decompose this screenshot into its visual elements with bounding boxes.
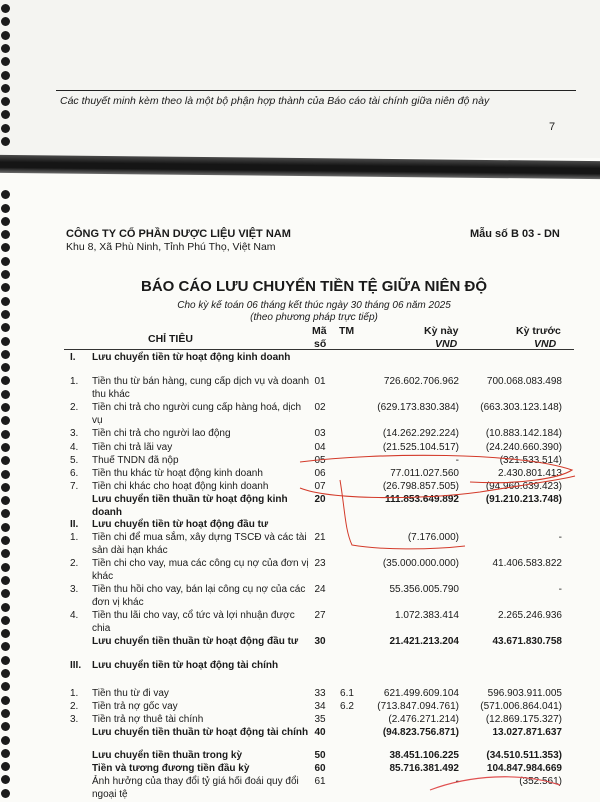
row-number: 7. [70, 481, 79, 492]
column-previous-line1: Kỳ trước [516, 325, 561, 337]
row-label: Tiền trả nợ gốc vay [92, 701, 178, 712]
row-code: 34 [314, 701, 326, 712]
binder-hole [1, 230, 10, 239]
table-row [0, 558, 600, 584]
row-code: 33 [314, 688, 326, 699]
row-previous-period: - [558, 584, 562, 595]
row-code: 04 [314, 442, 326, 453]
row-code: 05 [314, 455, 326, 466]
column-indicator: CHỈ TIÊU [148, 333, 193, 345]
table-row [0, 376, 600, 402]
row-label: Lưu chuyển tiền từ hoạt động đầu tư [92, 519, 269, 530]
row-number: II. [70, 519, 79, 530]
row-code: 03 [314, 428, 326, 439]
row-previous-period: (34.510.511.353) [486, 750, 562, 761]
row-current-period: - [455, 455, 459, 466]
row-code: 60 [314, 763, 326, 774]
form-code: Mẫu số B 03 - DN [470, 228, 560, 240]
row-current-period: (26.798.857.505) [382, 481, 459, 492]
row-label: Tiền chi trả cho người cung cấp hàng hoá, dịch vụ [92, 402, 302, 426]
row-previous-period: (12.869.175.327) [485, 714, 562, 725]
row-previous-period: 2.265.246.936 [498, 610, 562, 621]
row-current-period: 1.072.383.414 [395, 610, 459, 621]
row-code: 20 [314, 494, 326, 505]
row-current-period: (629.173.830.384) [377, 402, 459, 413]
row-number: 3. [70, 428, 79, 439]
row-code: 23 [314, 558, 326, 569]
row-label: Thuế TNDN đã nộp [92, 455, 179, 466]
binder-hole [1, 44, 10, 53]
binder-hole [1, 137, 10, 146]
row-current-period: 726.602.706.962 [383, 376, 459, 387]
row-previous-period: 43.671.830.758 [492, 636, 562, 647]
row-number: I. [70, 352, 76, 363]
row-current-period: 85.716.381.492 [389, 763, 459, 774]
row-label: Tiền thu khác từ hoạt động kinh doanh [92, 468, 263, 479]
row-code: 01 [314, 376, 326, 387]
row-label: Ảnh hưởng của thay đổi tỷ giá hối đoái quy đổi ngoại tệ [92, 776, 299, 800]
row-current-period: 621.499.609.104 [383, 688, 459, 699]
binder-hole [1, 257, 10, 266]
row-current-period: - [455, 776, 459, 787]
table-row [0, 776, 600, 802]
row-previous-period: (91.210.213.748) [485, 494, 562, 505]
row-previous-period: 596.903.911.005 [487, 688, 562, 699]
row-code: 02 [314, 402, 326, 413]
row-label: Tiền thu từ đi vay [92, 688, 169, 699]
binder-hole [1, 217, 10, 226]
row-current-period: 21.421.213.204 [389, 636, 459, 647]
row-current-period: (14.262.292.224) [382, 428, 459, 439]
company-name: CÔNG TY CỔ PHẦN DƯỢC LIỆU VIỆT NAM [66, 228, 291, 240]
column-code-line1: Mã [312, 325, 327, 337]
row-current-period: 38.451.106.225 [389, 750, 459, 761]
row-current-period: (35.000.000.000) [382, 558, 459, 569]
binder-hole [1, 17, 10, 26]
row-label: Lưu chuyển tiền thuần từ hoạt động đầu tư [92, 636, 299, 647]
row-number: 2. [70, 402, 79, 413]
binder-hole [1, 110, 10, 119]
row-label: Lưu chuyển tiền từ hoạt động kinh doanh [92, 352, 291, 363]
row-code: 30 [314, 636, 326, 647]
row-label: Tiền trả nợ thuê tài chính [92, 714, 204, 725]
table-row [0, 584, 600, 610]
table-row [0, 532, 600, 558]
report-title: BÁO CÁO LƯU CHUYỂN TIỀN TỆ GIỮA NIÊN ĐỘ [140, 278, 487, 295]
row-number: 1. [70, 376, 79, 387]
column-previous-unit: VND [534, 338, 557, 350]
row-current-period: (2.476.271.214) [388, 714, 459, 725]
row-current-period: (713.847.094.761) [377, 701, 459, 712]
row-code: 07 [314, 481, 326, 492]
company-address: Khu 8, Xã Phù Ninh, Tỉnh Phú Thọ, Việt Nam [66, 241, 276, 253]
footnote-rule [56, 90, 576, 91]
row-code: 24 [314, 584, 326, 595]
row-number: 2. [70, 701, 79, 712]
binder-hole [1, 71, 10, 80]
report-method: (theo phương pháp trực tiếp) [250, 312, 378, 323]
table-row [0, 352, 600, 378]
row-label: Lưu chuyển tiền thuần trong kỳ [92, 750, 243, 761]
row-label: Lưu chuyển tiền thuần từ hoạt động tài chính [92, 727, 309, 738]
binder-hole [1, 323, 10, 332]
row-label: Lưu chuyển tiền thuần từ hoạt động kinh doanh [92, 494, 288, 518]
binder-hole [1, 243, 10, 252]
row-current-period: (94.823.756.871) [382, 727, 459, 738]
table-row [0, 660, 600, 686]
binder-hole [1, 337, 10, 346]
row-label: Tiền chi cho vay, mua các công cụ nợ của đơn vị khác [92, 558, 309, 582]
row-number: 4. [70, 610, 79, 621]
row-previous-period: (571.006.864.041) [480, 701, 562, 712]
row-previous-period: - [558, 532, 562, 543]
row-code: 21 [314, 532, 326, 543]
binder-hole [1, 84, 10, 93]
binder-hole [1, 204, 10, 213]
column-current-unit: VND [435, 338, 458, 350]
table-row [0, 402, 600, 428]
row-previous-period: (24.240.660.390) [485, 442, 562, 453]
row-number: III. [70, 660, 82, 671]
row-number: 3. [70, 714, 79, 725]
column-note: TM [339, 325, 355, 337]
report-period: Cho kỳ kế toán 06 tháng kết thúc ngày 30 tháng 06 năm 2025 [177, 300, 451, 311]
row-current-period: (21.525.104.517) [382, 442, 459, 453]
previous-page-fragment [0, 0, 600, 158]
row-previous-period: (663.303.123.148) [480, 402, 562, 413]
row-previous-period: 2.430.801.413 [498, 468, 562, 479]
row-code: 06 [314, 468, 326, 479]
binder-hole [1, 97, 10, 106]
column-current-line1: Kỳ này [424, 325, 459, 337]
table-row [0, 494, 600, 520]
table-row [0, 636, 600, 662]
binder-hole [1, 4, 10, 13]
row-code: 35 [314, 714, 326, 725]
binder-hole [1, 124, 10, 133]
row-label: Tiền chi khác cho hoạt động kinh doanh [92, 481, 269, 492]
row-note: 6.1 [340, 688, 354, 699]
row-number: 1. [70, 532, 79, 543]
row-previous-period: 104.847.984.669 [486, 763, 562, 774]
row-previous-period: (10.883.142.184) [485, 428, 562, 439]
row-current-period: (7.176.000) [407, 532, 459, 543]
row-current-period: 55.356.005.790 [389, 584, 459, 595]
row-previous-period: (321.533.514) [499, 455, 562, 466]
binder-hole [1, 190, 10, 199]
row-previous-period: (352.561) [519, 776, 562, 787]
row-code: 27 [314, 610, 326, 621]
row-number: 4. [70, 442, 79, 453]
row-label: Tiền chi để mua sắm, xây dựng TSCĐ và các tài sản dài hạn khác [92, 532, 307, 556]
row-label: Tiền thu từ bán hàng, cung cấp dịch vụ và doanh thu khác [92, 376, 310, 400]
row-number: 6. [70, 468, 79, 479]
row-note: 6.2 [340, 701, 354, 712]
row-code: 40 [314, 727, 326, 738]
row-code: 50 [314, 750, 326, 761]
table-row [0, 610, 600, 636]
row-number: 3. [70, 584, 79, 595]
row-code: 61 [314, 776, 326, 787]
header-rule [64, 349, 574, 350]
row-label: Tiền chi trả cho người lao động [92, 428, 231, 439]
previous-page-footnote: Các thuyết minh kèm theo là một bộ phận hợp thành của Báo cáo tài chính giữa niên độ này [60, 95, 490, 107]
row-previous-period: 13.027.871.637 [492, 727, 562, 738]
row-previous-period: (94.960.639.423) [485, 481, 562, 492]
row-label: Tiền chi trả lãi vay [92, 442, 173, 453]
row-label: Tiền thu lãi cho vay, cổ tức và lợi nhuận được chia [92, 610, 295, 634]
column-code-line2: số [314, 338, 327, 350]
row-label: Lưu chuyển tiền từ hoạt động tài chính [92, 660, 279, 671]
binder-hole [1, 57, 10, 66]
row-previous-period: 41.406.583.822 [492, 558, 562, 569]
row-previous-period: 700.068.083.498 [486, 376, 562, 387]
row-number: 1. [70, 688, 79, 699]
row-label: Tiền thu hồi cho vay, bán lại công cụ nợ của các đơn vị khác [92, 584, 306, 608]
row-label: Tiền và tương đương tiền đầu kỳ [92, 763, 250, 774]
binder-hole [1, 31, 10, 40]
previous-page-number: 7 [549, 121, 556, 133]
row-number: 2. [70, 558, 79, 569]
row-current-period: 77.011.027.560 [390, 468, 459, 479]
page-divider [0, 155, 600, 179]
row-current-period: 111.853.649.892 [385, 494, 459, 505]
row-number: 5. [70, 455, 79, 466]
